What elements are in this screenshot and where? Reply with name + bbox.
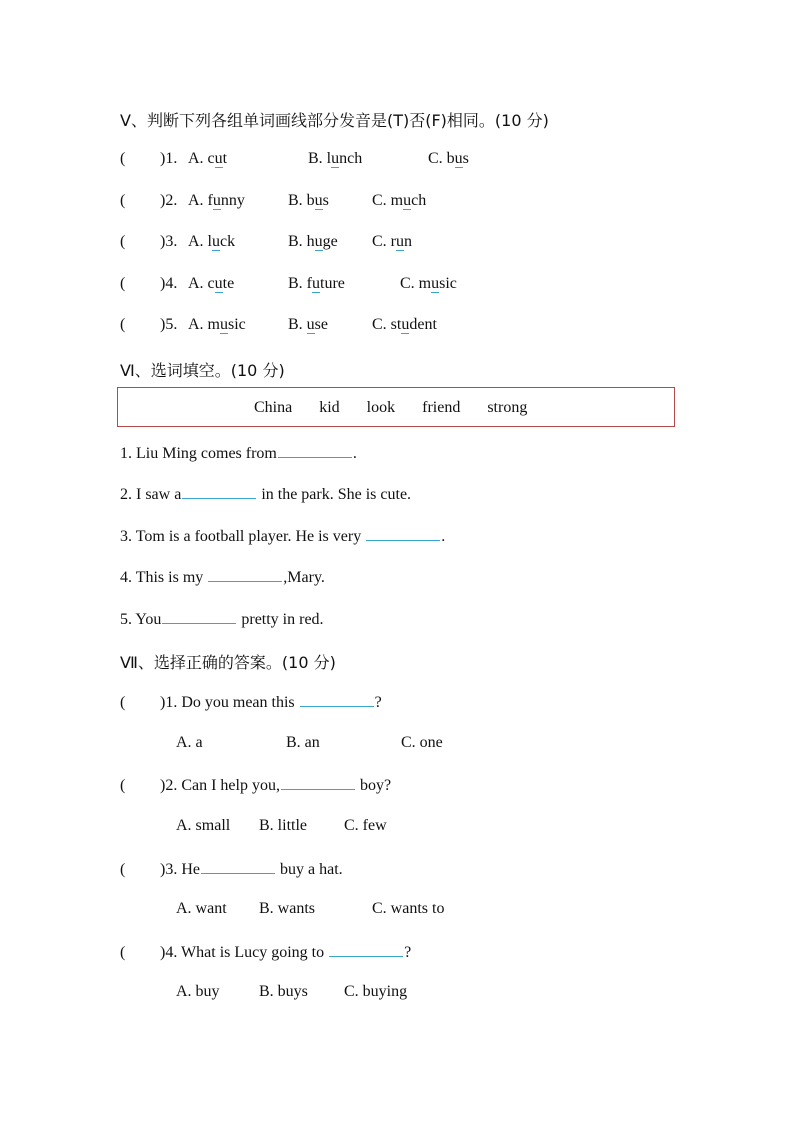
word-bank: [254, 399, 527, 417]
fill-item-5: 5. You pretty in red.: [120, 611, 324, 628]
choice-b: B. wants: [259, 900, 315, 917]
option-a: A. music: [188, 316, 246, 333]
choice-c: C. wants to: [372, 900, 445, 917]
choice-question-4: ( )4. What is Lucy going to ?: [120, 944, 412, 961]
fill-item-2: 2. I saw a in the park. She is cute.: [120, 486, 412, 503]
answer-blank[interactable]: [208, 567, 282, 582]
word-bank-box: [117, 387, 675, 427]
choice-c: C. buying: [344, 983, 408, 1000]
answer-paren[interactable]: (: [120, 861, 126, 878]
answer-blank[interactable]: [182, 484, 256, 499]
word-bank-item: strong: [487, 399, 528, 416]
word-bank-item: China: [254, 399, 293, 416]
answer-blank[interactable]: [162, 609, 236, 624]
answer-paren[interactable]: (: [120, 777, 126, 794]
answer-paren[interactable]: (: [120, 316, 126, 333]
answer-paren[interactable]: (: [120, 192, 126, 209]
option-c: C. run: [372, 233, 412, 250]
section-7-title: Ⅶ、选择正确的答案。(10 分): [120, 653, 336, 672]
option-b: B. future: [288, 275, 345, 292]
fill-item-1: 1. Liu Ming comes from .: [120, 445, 357, 462]
section-5-item-4: ( )4.: [120, 275, 178, 292]
option-b: B. huge: [288, 233, 338, 250]
choice-question-3: ( )3. He buy a hat.: [120, 861, 343, 878]
section-5-item-5: ( )5.: [120, 316, 178, 333]
answer-blank: [201, 859, 275, 874]
option-c: C. bus: [428, 150, 469, 167]
option-a: A. funny: [188, 192, 245, 209]
choice-c: C. one: [401, 734, 443, 751]
answer-paren[interactable]: (: [120, 694, 126, 711]
section-5-item-1: ( )1.: [120, 150, 178, 167]
choice-question-1: ( )1. Do you mean this ?: [120, 694, 382, 711]
answer-blank[interactable]: [278, 443, 352, 458]
choice-a: A. small: [176, 817, 231, 834]
word-bank-item: kid: [319, 399, 340, 416]
answer-blank: [281, 775, 355, 790]
section-5-title: Ⅴ、判断下列各组单词画线部分发音是(T)否(F)相同。(10 分): [120, 111, 549, 130]
answer-paren[interactable]: (: [120, 150, 126, 167]
choice-b: B. buys: [259, 983, 308, 1000]
option-a: A. cut: [188, 150, 228, 167]
answer-paren[interactable]: (: [120, 275, 126, 292]
section-5-item-3: ( )3.: [120, 233, 178, 250]
fill-item-4: 4. This is my ,Mary.: [120, 569, 325, 586]
choice-b: B. an: [286, 734, 320, 751]
choice-question-2: ( )2. Can I help you, boy?: [120, 777, 392, 794]
option-b: B. use: [288, 316, 328, 333]
option-c: C. student: [372, 316, 437, 333]
answer-paren[interactable]: (: [120, 944, 126, 961]
choice-a: A. want: [176, 900, 227, 917]
word-bank-item: look: [366, 399, 396, 416]
section-5-item-2: ( )2.: [120, 192, 178, 209]
option-c: C. music: [400, 275, 457, 292]
choice-c: C. few: [344, 817, 387, 834]
option-a: A. cute: [188, 275, 235, 292]
answer-blank: [329, 942, 403, 957]
choice-a: A. a: [176, 734, 203, 751]
section-6-title: Ⅵ、选词填空。(10 分): [120, 361, 285, 380]
answer-blank: [300, 692, 374, 707]
option-b: B. lunch: [308, 150, 363, 167]
choice-b: B. little: [259, 817, 307, 834]
choice-a: A. buy: [176, 983, 220, 1000]
answer-blank[interactable]: [366, 526, 440, 541]
fill-item-3: 3. Tom is a football player. He is very .: [120, 528, 446, 545]
answer-paren[interactable]: (: [120, 233, 126, 250]
option-b: B. bus: [288, 192, 329, 209]
option-a: A. luck: [188, 233, 236, 250]
option-c: C. much: [372, 192, 427, 209]
word-bank-item: friend: [422, 399, 461, 416]
